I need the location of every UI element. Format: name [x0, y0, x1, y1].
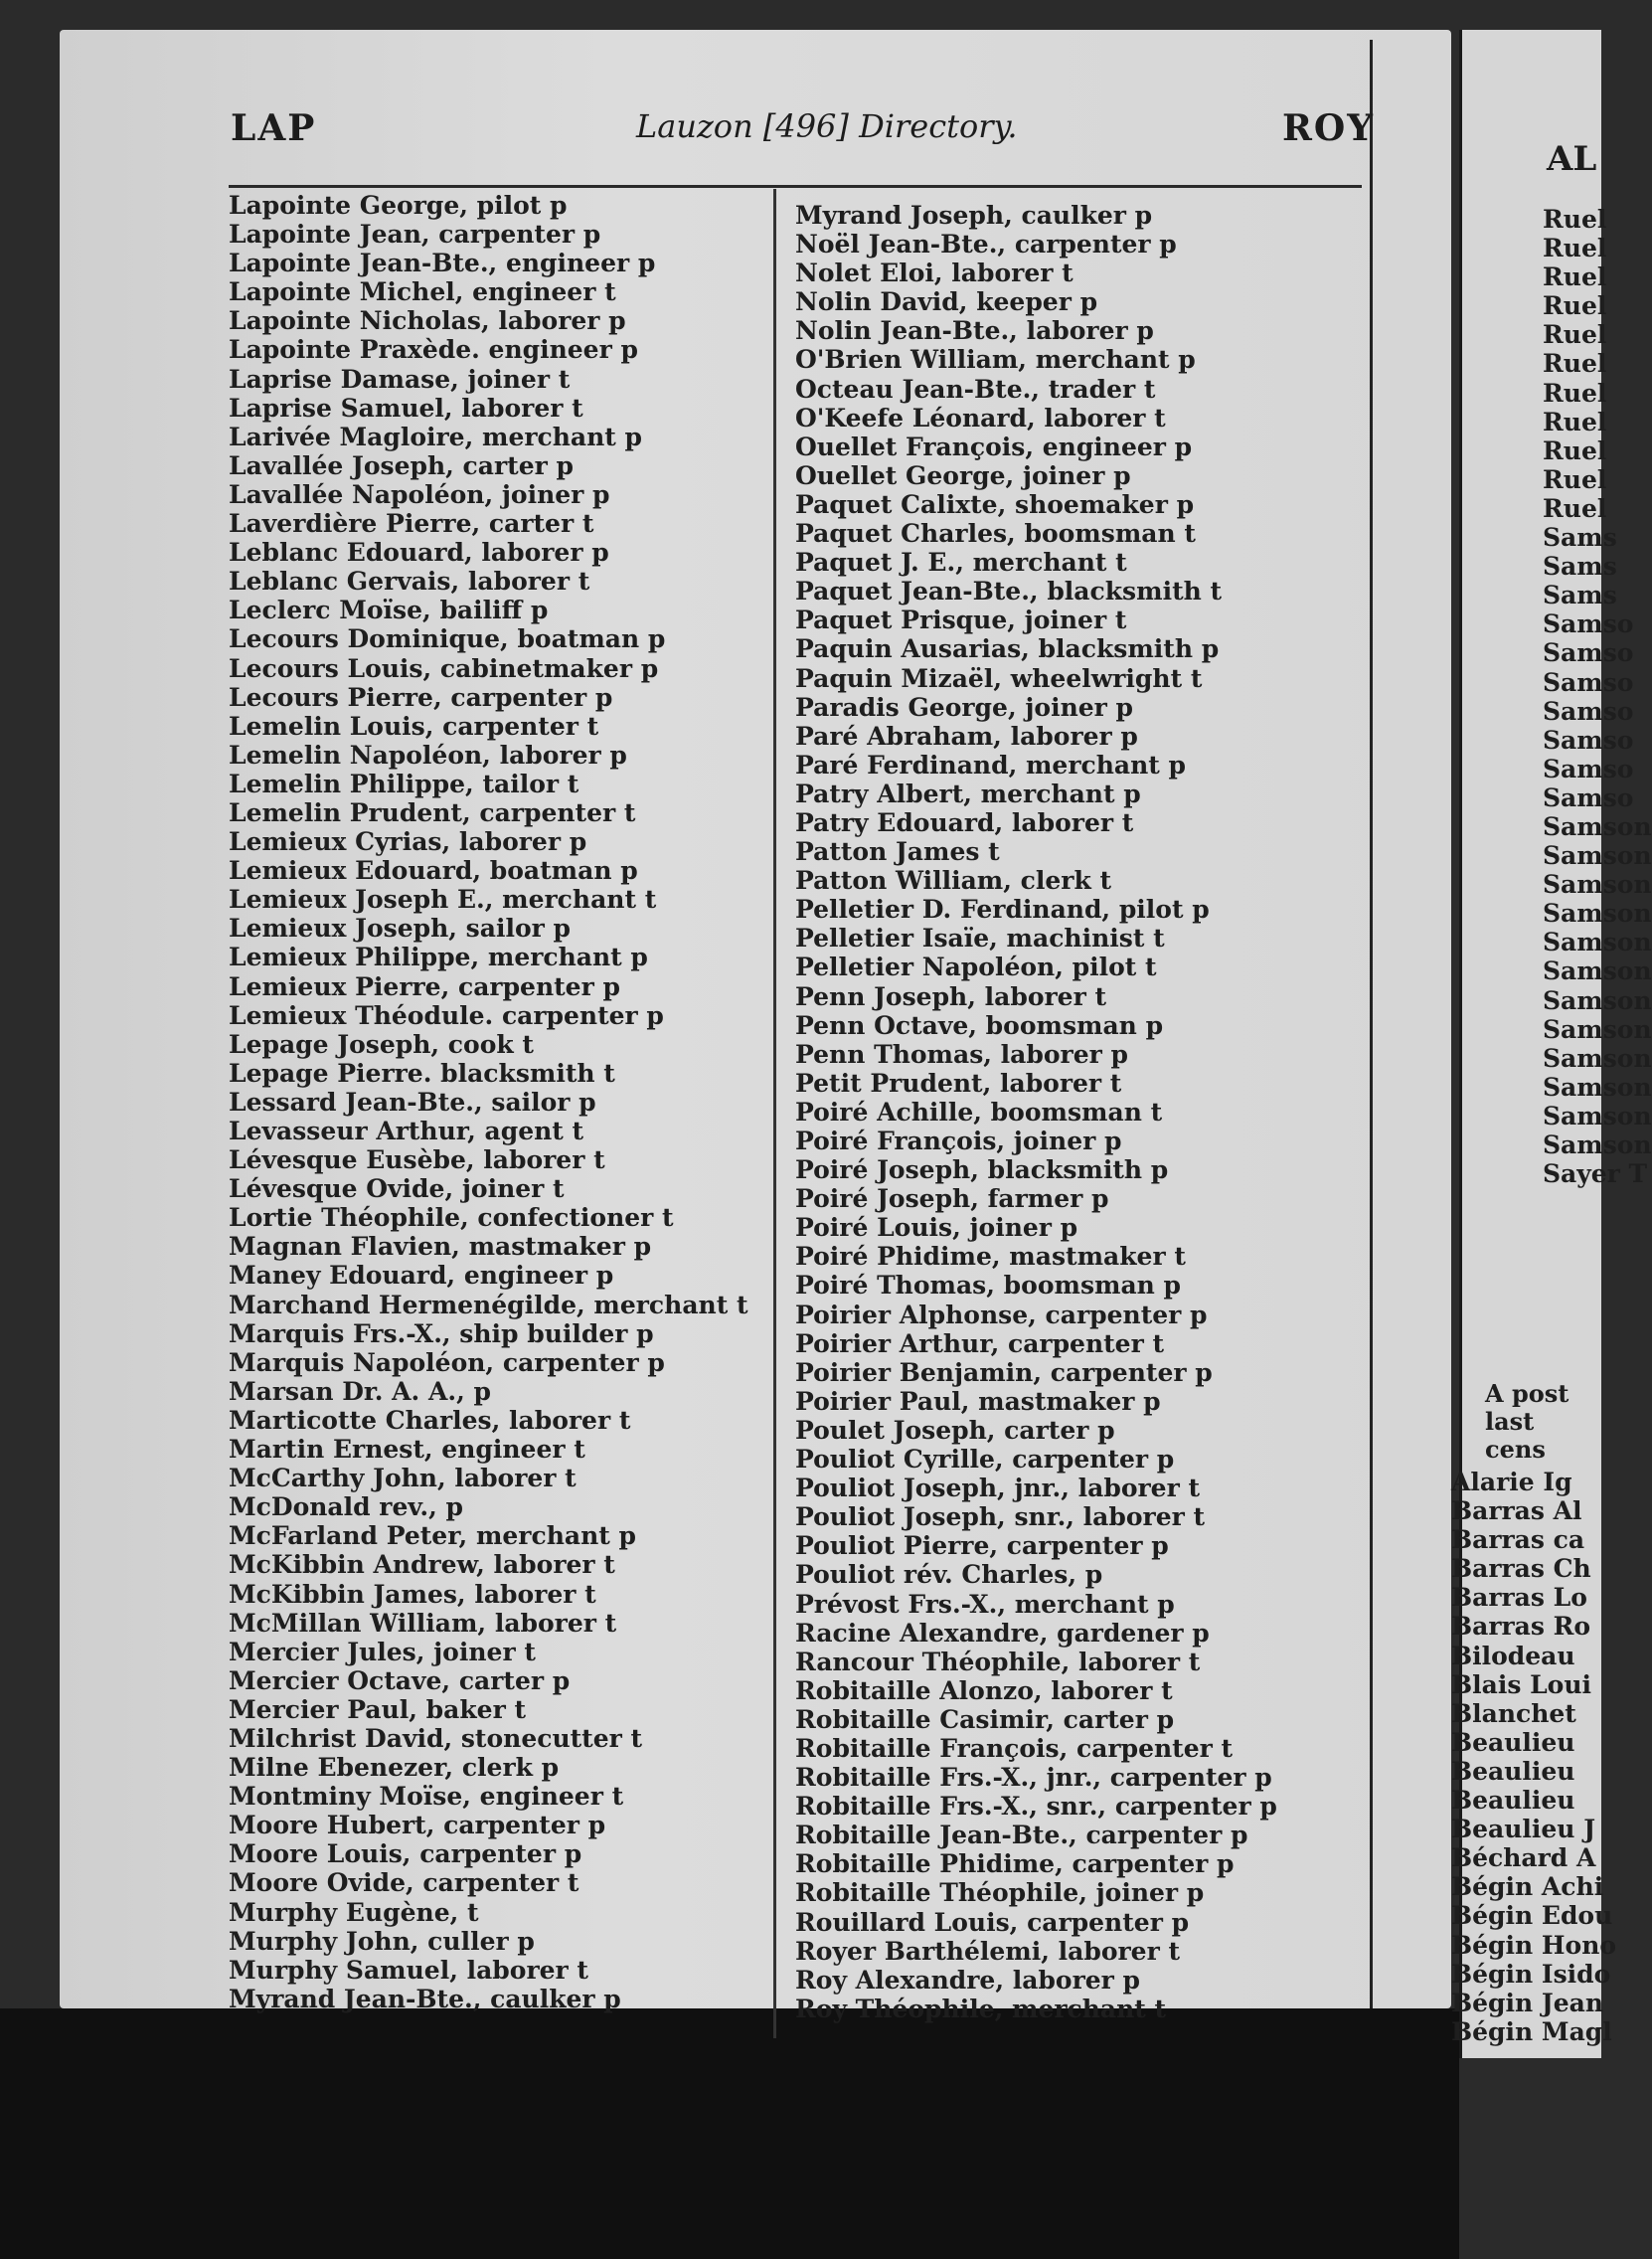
header-left-guide: LAP	[231, 107, 317, 149]
note-line: A post	[1485, 1379, 1569, 1408]
directory-entry: Ruel	[1543, 349, 1607, 379]
directory-entry: Lemieux Joseph, sailor p	[229, 914, 571, 944]
directory-entry: Robitaille Jean-Bte., carpenter p	[795, 1821, 1248, 1850]
directory-entry: Racine Alexandre, gardener p	[795, 1618, 1210, 1648]
directory-entry: Bégin Magl	[1451, 2016, 1612, 2046]
directory-entry: Samson	[1543, 811, 1652, 841]
directory-entry: Samson	[1543, 870, 1652, 900]
directory-entry: Penn Joseph, laborer t	[795, 981, 1106, 1011]
directory-entry: Martin Ernest, engineer t	[229, 1435, 585, 1465]
directory-entry: Poiré François, joiner p	[795, 1127, 1122, 1155]
directory-entry: Murphy John, culler p	[229, 1926, 535, 1956]
directory-entry: Lemieux Philippe, merchant p	[229, 943, 648, 972]
directory-entry: Murphy Samuel, laborer t	[229, 1955, 588, 1985]
directory-entry: McCarthy John, laborer t	[229, 1464, 577, 1493]
directory-entry: Poiré Joseph, blacksmith p	[795, 1155, 1169, 1185]
directory-entry: Poiré Louis, joiner p	[795, 1213, 1078, 1243]
directory-entry: Pelletier D. Ferdinand, pilot p	[795, 895, 1210, 925]
facing-page-header: AL	[1547, 139, 1597, 179]
directory-entry: Petit Prudent, laborer t	[795, 1068, 1122, 1098]
directory-entry: Poirier Alphonse, carpenter p	[795, 1300, 1208, 1329]
directory-entry: McKibbin Andrew, laborer t	[229, 1550, 615, 1580]
directory-entry: Bégin Isido	[1451, 1959, 1611, 1989]
directory-entry: Paré Abraham, laborer p	[795, 721, 1138, 751]
header-right-guide: ROY	[1282, 107, 1375, 149]
directory-entry: Paquet Jean-Bte., blacksmith t	[795, 577, 1223, 607]
facing-page-entries-bottom	[1451, 1468, 1616, 2046]
directory-entry: Ruel	[1543, 262, 1607, 292]
directory-entry: Samson	[1543, 928, 1652, 957]
directory-entry: Moore Ovide, carpenter t	[229, 1868, 579, 1898]
directory-entry: Lemieux Joseph E., merchant t	[229, 885, 657, 915]
directory-entry: Leclerc Moïse, bailiff p	[229, 596, 549, 625]
directory-entry: Samson	[1543, 1043, 1652, 1073]
directory-entry: Lecours Louis, cabinetmaker p	[229, 653, 659, 683]
directory-entry: Lapointe Praxède. engineer p	[229, 335, 638, 365]
directory-entry: Pouliot Joseph, snr., laborer t	[795, 1502, 1206, 1532]
directory-entry: Bégin Jean	[1451, 1988, 1604, 2017]
directory-entry: Lemelin Napoléon, laborer p	[229, 740, 627, 770]
directory-entry: Penn Thomas, laborer p	[795, 1039, 1128, 1069]
directory-entry: Barras ca	[1451, 1525, 1585, 1555]
directory-entry: McDonald rev., p	[229, 1492, 463, 1522]
directory-entry: Lemelin Prudent, carpenter t	[229, 797, 636, 827]
directory-entry: Beaulieu	[1451, 1756, 1575, 1786]
directory-entry: Lapointe Jean, carpenter p	[229, 220, 601, 250]
directory-entry: Barras Ro	[1451, 1612, 1591, 1642]
directory-entry: Montminy Moïse, engineer t	[229, 1782, 624, 1812]
directory-entry: Samson	[1543, 1101, 1652, 1130]
directory-entry: Bilodeau	[1451, 1641, 1575, 1670]
directory-entry: Laprise Samuel, laborer t	[229, 393, 583, 423]
directory-entry: Murphy Eugène, t	[229, 1897, 479, 1927]
facing-page-entries-top	[1543, 205, 1652, 1188]
directory-entry: Lemieux Cyrias, laborer p	[229, 827, 587, 857]
directory-entry: Mercier Paul, baker t	[229, 1694, 526, 1724]
directory-entry: Ruel	[1543, 291, 1607, 321]
directory-entry: Samson	[1543, 985, 1652, 1015]
directory-entry: Ruel	[1543, 378, 1607, 408]
directory-entry: Poirier Benjamin, carpenter p	[795, 1357, 1213, 1387]
directory-entry: Ruel	[1543, 464, 1607, 494]
directory-entry: McMillan William, laborer t	[229, 1608, 617, 1638]
directory-entry: Paquet Charles, boomsman t	[795, 519, 1196, 549]
directory-entry: Lapointe Jean-Bte., engineer p	[229, 249, 656, 278]
directory-entry: Lessard Jean-Bte., sailor p	[229, 1087, 596, 1117]
directory-entry: Sams	[1543, 581, 1617, 610]
directory-entry: Maney Edouard, engineer p	[229, 1261, 614, 1291]
directory-entry: Nolin David, keeper p	[795, 287, 1098, 317]
directory-entry: Alarie Ig	[1451, 1468, 1572, 1496]
directory-entry: Samso	[1543, 638, 1634, 668]
directory-entry: O'Brien William, merchant p	[795, 345, 1196, 375]
page-gutter-line	[1370, 40, 1373, 2008]
directory-entry: Ruel	[1543, 234, 1607, 263]
directory-entry: Lapointe Michel, engineer t	[229, 277, 616, 307]
directory-entry: Lemieux Pierre, carpenter p	[229, 971, 620, 1001]
directory-entry: Patton James t	[795, 837, 1000, 867]
directory-entry: Laprise Damase, joiner t	[229, 364, 571, 394]
directory-entry: Poiré Thomas, boomsman p	[795, 1271, 1182, 1301]
directory-entry: Lepage Joseph, cook t	[229, 1029, 534, 1059]
directory-entry: Samso	[1543, 782, 1634, 812]
header-rule	[229, 185, 1362, 188]
directory-entry: Barras Lo	[1451, 1583, 1587, 1613]
directory-entry: Leblanc Edouard, laborer p	[229, 538, 609, 568]
directory-entry: Marquis Napoléon, carpenter p	[229, 1347, 665, 1377]
directory-entry: Pouliot rév. Charles, p	[795, 1560, 1103, 1590]
directory-entry: McFarland Peter, merchant p	[229, 1521, 636, 1551]
directory-entry: Mercier Jules, joiner t	[229, 1637, 536, 1666]
directory-entry: Samson	[1543, 1130, 1652, 1159]
directory-entry: Lemelin Philippe, tailor t	[229, 769, 579, 798]
directory-entry: Leblanc Gervais, laborer t	[229, 567, 590, 597]
directory-entry: Lévesque Eusèbe, laborer t	[229, 1145, 605, 1175]
directory-entry: Ruel	[1543, 493, 1607, 523]
directory-entry: Sayer T	[1543, 1159, 1648, 1189]
directory-entry: Pelletier Isaïe, machinist t	[795, 924, 1165, 954]
note-line: last cens	[1485, 1407, 1546, 1464]
directory-entry: Ouellet François, engineer p	[795, 432, 1193, 461]
directory-entry: Lavallée Napoléon, joiner p	[229, 479, 610, 509]
directory-entry: Paquin Ausarias, blacksmith p	[795, 634, 1220, 664]
directory-entry: Moore Louis, carpenter p	[229, 1839, 582, 1869]
directory-entry: Royer Barthélemi, laborer t	[795, 1936, 1180, 1966]
directory-entry: Rouillard Louis, carpenter p	[795, 1907, 1190, 1937]
directory-entry: Pouliot Cyrille, carpenter p	[795, 1445, 1175, 1475]
directory-entry: Beaulieu	[1451, 1786, 1575, 1816]
directory-entry: Rancour Théophile, laborer t	[795, 1647, 1201, 1676]
directory-entry: Magnan Flavien, mastmaker p	[229, 1232, 652, 1262]
directory-entry: Poirier Paul, mastmaker p	[795, 1386, 1161, 1416]
directory-entry: Ruel	[1543, 435, 1607, 465]
middle-column-entries	[795, 201, 1277, 2023]
directory-entry: Prévost Frs.-X., merchant p	[795, 1589, 1175, 1619]
directory-entry: Barras Ch	[1451, 1554, 1591, 1584]
directory-entry: Poulet Joseph, carter p	[795, 1415, 1115, 1445]
directory-entry: Ruel	[1543, 320, 1607, 350]
directory-entry: Lecours Dominique, boatman p	[229, 624, 666, 654]
directory-entry: Robitaille Théophile, joiner p	[795, 1878, 1205, 1908]
directory-entry: Ruel	[1543, 205, 1607, 234]
directory-entry: Patry Edouard, laborer t	[795, 807, 1134, 837]
directory-entry: Robitaille Alonzo, laborer t	[795, 1675, 1173, 1705]
directory-entry: Bégin Edou	[1451, 1901, 1613, 1931]
directory-entry: Samso	[1543, 667, 1634, 697]
directory-entry: Poiré Joseph, farmer p	[795, 1184, 1109, 1214]
directory-entry: Samso	[1543, 696, 1634, 726]
directory-entry: Robitaille Frs.-X., snr., carpenter p	[795, 1792, 1277, 1822]
directory-entry: Roy Théophile, merchant t	[795, 1994, 1167, 2023]
directory-entry: Samson	[1543, 841, 1652, 871]
directory-entry: Samso	[1543, 754, 1634, 783]
directory-entry: Robitaille François, carpenter t	[795, 1733, 1234, 1763]
directory-entry: Marticotte Charles, laborer t	[229, 1405, 631, 1435]
directory-entry: Samso	[1543, 609, 1634, 639]
directory-entry: Larivée Magloire, merchant p	[229, 422, 643, 451]
facing-page-note	[1485, 1380, 1598, 1464]
left-column-entries	[229, 191, 748, 2013]
directory-entry: Pouliot Joseph, jnr., laborer t	[795, 1474, 1201, 1503]
directory-entry: Samson	[1543, 1072, 1652, 1102]
directory-entry: McKibbin James, laborer t	[229, 1579, 596, 1609]
directory-entry: Myrand Jean-Bte., caulker p	[229, 1984, 621, 2013]
directory-entry: Lemelin Louis, carpenter t	[229, 711, 599, 741]
directory-entry: Paradis George, joiner p	[795, 692, 1134, 722]
directory-entry: Béchard A	[1451, 1843, 1596, 1873]
directory-entry: Paquet Prisque, joiner t	[795, 606, 1127, 635]
directory-entry: Samson	[1543, 1014, 1652, 1044]
directory-entry: Penn Octave, boomsman p	[795, 1010, 1164, 1040]
directory-entry: Lapointe George, pilot p	[229, 191, 568, 220]
directory-entry: Samson	[1543, 899, 1652, 929]
directory-entry: Pelletier Napoléon, pilot t	[795, 953, 1157, 982]
directory-entry: Robitaille Phidime, carpenter p	[795, 1849, 1235, 1879]
directory-entry: Bégin Hono	[1451, 1930, 1617, 1960]
directory-entry: Levasseur Arthur, agent t	[229, 1117, 584, 1145]
directory-entry: Poiré Achille, boomsman t	[795, 1097, 1163, 1127]
directory-entry: Patton William, clerk t	[795, 866, 1112, 896]
scan-background	[0, 2008, 1459, 2259]
directory-entry: Laverdière Pierre, carter t	[229, 509, 594, 539]
directory-entry: Patry Albert, merchant p	[795, 779, 1141, 808]
directory-entry: Lévesque Ovide, joiner t	[229, 1174, 565, 1204]
directory-entry: Lepage Pierre. blacksmith t	[229, 1058, 615, 1088]
directory-entry: Marchand Hermenégilde, merchant t	[229, 1290, 748, 1319]
directory-entry: Barras Al	[1451, 1496, 1582, 1526]
directory-entry: Lavallée Joseph, carter p	[229, 450, 574, 480]
directory-entry: Octeau Jean-Bte., trader t	[795, 374, 1156, 404]
directory-entry: Sams	[1543, 523, 1617, 553]
header-title: Lauzon [496] Directory.	[636, 107, 1018, 145]
directory-entry: Ruel	[1543, 407, 1607, 436]
directory-entry: Blais Loui	[1451, 1669, 1592, 1699]
directory-entry: Lemieux Théodule. carpenter p	[229, 1000, 664, 1030]
directory-entry: Mercier Octave, carter p	[229, 1665, 571, 1695]
directory-entry: Pouliot Pierre, carpenter p	[795, 1531, 1169, 1561]
directory-entry: Noël Jean-Bte., carpenter p	[795, 230, 1177, 260]
directory-entry: Sams	[1543, 552, 1617, 582]
directory-entry: Beaulieu	[1451, 1727, 1575, 1757]
directory-entry: Nolet Eloi, laborer t	[795, 259, 1074, 288]
directory-entry: Milne Ebenezer, clerk p	[229, 1753, 560, 1783]
directory-entry: Robitaille Frs.-X., jnr., carpenter p	[795, 1763, 1272, 1793]
directory-entry: Lapointe Nicholas, laborer p	[229, 306, 626, 336]
directory-entry: Beaulieu J	[1451, 1815, 1596, 1844]
directory-entry: Robitaille Casimir, carter p	[795, 1704, 1175, 1734]
directory-entry: Poiré Phidime, mastmaker t	[795, 1242, 1186, 1272]
directory-entry: O'Keefe Léonard, laborer t	[795, 403, 1166, 433]
directory-entry: Marsan Dr. A. A., p	[229, 1376, 491, 1406]
directory-entry: Nolin Jean-Bte., laborer p	[795, 316, 1154, 346]
directory-entry: Lemieux Edouard, boatman p	[229, 856, 638, 886]
directory-entry: Paquin Mizaël, wheelwright t	[795, 663, 1203, 693]
directory-entry: Bégin Achi	[1451, 1872, 1604, 1902]
column-divider	[773, 189, 776, 2038]
directory-entry: Paquet Calixte, shoemaker p	[795, 489, 1195, 519]
directory-entry: Roy Alexandre, laborer p	[795, 1965, 1141, 1995]
directory-entry: Marquis Frs.-X., ship builder p	[229, 1318, 654, 1348]
directory-entry: Paquet J. E., merchant t	[795, 548, 1127, 578]
directory-entry: Myrand Joseph, caulker p	[795, 201, 1153, 230]
directory-entry: Milchrist David, stonecutter t	[229, 1723, 643, 1753]
directory-entry: Samso	[1543, 725, 1634, 755]
directory-entry: Poirier Arthur, carpenter t	[795, 1328, 1165, 1358]
directory-entry: Ouellet George, joiner p	[795, 460, 1131, 490]
directory-entry: Moore Hubert, carpenter p	[229, 1811, 606, 1840]
directory-entry: Blanchet	[1451, 1698, 1576, 1728]
directory-entry: Samson	[1543, 956, 1652, 986]
directory-entry: Paré Ferdinand, merchant p	[795, 750, 1187, 780]
directory-entry: Lecours Pierre, carpenter p	[229, 682, 613, 712]
directory-entry: Lortie Théophile, confectioner t	[229, 1203, 674, 1233]
